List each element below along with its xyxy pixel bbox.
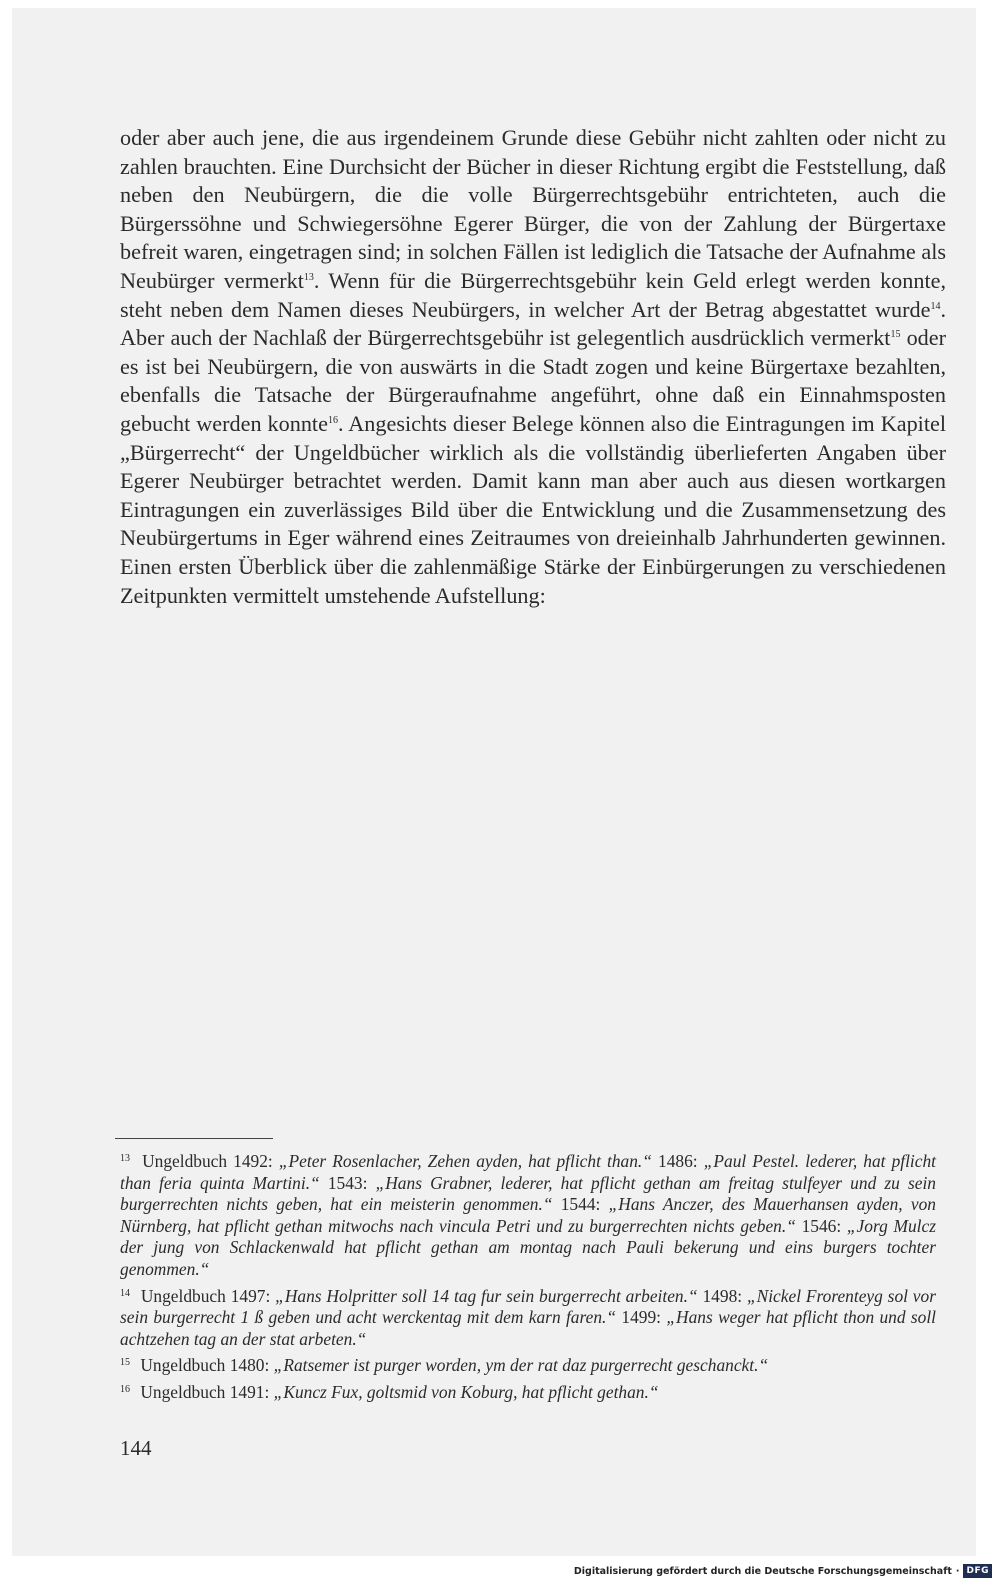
dfg-logo-icon: DFG	[963, 1564, 992, 1578]
footnote-quote: „Hans Grabner, lederer, hat pflicht gethan am freitag stulfeyer und zu sein burgerrechten nichts geben, hat ein meisterin genommen.“	[120, 1172, 936, 1215]
footnote-source: 1486:	[651, 1151, 704, 1171]
footnote-source: Ungeldbuch 1480:	[140, 1355, 274, 1376]
separator-dot: ·	[955, 1565, 960, 1577]
footnote-15	[120, 1352, 936, 1377]
footnote-source: Ungeldbuch 1492:	[142, 1151, 279, 1171]
footnote-source: Ungeldbuch 1497:	[140, 1285, 276, 1306]
scanned-page	[12, 8, 976, 1556]
footnote-quote: „Peter Rosenlacher, Zehen ayden, hat pflicht than.“	[278, 1151, 652, 1171]
footnotes	[120, 1148, 936, 1406]
footnote-quote: „Hans weger hat pflicht thon und soll achtzehen tag an der stat arbeten.“	[120, 1307, 937, 1349]
footnote-marker: 15	[890, 329, 901, 341]
footnote-separator	[115, 1138, 273, 1139]
footnote-quote: „Ratsemer ist purger worden, ym der rat daz purgerrecht geschanckt.“	[273, 1355, 769, 1376]
footnote-number: 13	[120, 1153, 130, 1164]
footnote-number: 16	[120, 1383, 130, 1395]
footnote-source: 1544:	[552, 1194, 609, 1215]
credit-text: Digitalisierung gefördert durch die Deutsche Forschungsgemeinschaft	[573, 1565, 952, 1577]
footnote-source: 1543:	[319, 1172, 376, 1193]
footnote-16	[120, 1379, 936, 1404]
page-number: 144	[120, 1436, 152, 1460]
footnote-marker: 16	[327, 414, 338, 426]
footnote-quote: „Hans Anczer, des Mauerhansen ayden, von Nürnberg, hat pflicht gethan mitwochs nach vincula Petri und zu burgerrechten nichts geben.“	[120, 1194, 936, 1236]
footnote-quote: „Kuncz Fux, goltsmid von Koburg, hat pflicht gethan.“	[273, 1381, 659, 1402]
footnote-source: 1498:	[697, 1285, 747, 1306]
footnote-source: 1499:	[616, 1307, 667, 1328]
footnote-quote: „Jorg Mulcz der jung von Schlackenwald hat pflicht gethan am montag nach Pauli bekerung und eins burgers tochter genommen.“	[120, 1215, 936, 1279]
footnote-source: 1546:	[795, 1215, 847, 1236]
footnote-marker: 13	[303, 271, 314, 283]
footnote-number: 15	[120, 1357, 130, 1369]
footnote-source: Ungeldbuch 1491:	[140, 1381, 274, 1402]
body-paragraph: oder aber auch jene, die aus irgendeinem Grunde diese Gebühr nicht zahlten oder nicht zu zahlen brauchten. Eine Durchsicht der Bücher in dieser Richtung ergibt die Feststellung, daß neben den Neubürgern, die die volle Bürgerrechtsgebühr entrichteten, auch die Bürgerssöhne und Schwiegersöhne Egerer Bürger, die von der Zahlung der Bürgertaxe befreit waren, eingetragen sind; in solchen Fällen ist lediglich die Tatsache der Aufnahme als Neubürger vermerkt$^{13}$. Wenn für die Bürgerrechtsgebühr kein Geld erlegt werden konnte, steht neben dem Namen dieses Neubürgers, in welcher Art der Betrag abgestattet wurde$^{14}$. Aber auch der Nachlaß der Bürgerrechtsgebühr ist gelegentlich ausdrücklich vermerkt$^{15}$ oder es ist bei Neubürgern, die von auswärts in die Stadt zogen und keine Bürgertaxe bezahlten, ebenfalls die Tatsache der Bürgeraufnahme angeführt, ohne daß ein Einnahmsposten gebucht werden konnte$^{16}$. Angesichts dieser Belege können also die Eintragungen im Kapitel „Bürgerrecht“ der Ungeldbücher wirklich als die vollständig überlieferten Angaben über Egerer Neubürger betrachtet werden. Damit kann man aber auch aus diesen wortkargen Eintragungen ein zuverlässiges Bild über die Entwicklung und die Zusammensetzung des Neubürgertums in Eger während eines Zeitraumes von dreieinhalb Jahrhunderten gewinnen. Einen ersten Überblick über die zahlenmäßige Stärke der Einbürgerungen zu verschiedenen Zeitpunkten vermittelt umstehende Aufstellung:	[120, 125, 947, 608]
footnote-quote: „Nickel Frorenteyg sol vor sein burgerrecht 1 ß geben und acht werckentag mit dem karn faren.“	[120, 1285, 936, 1328]
footnote-number: 14	[120, 1287, 130, 1299]
footnote-14	[120, 1283, 936, 1351]
digitization-credit	[574, 1564, 992, 1578]
footnote-quote: „Paul Pestel. lederer, hat pflicht than feria quinta Martini.“	[120, 1151, 937, 1193]
footnote-13	[120, 1148, 936, 1281]
footnote-marker: 14	[930, 300, 941, 312]
footnote-quote: „Hans Holpritter soll 14 tag fur sein burgerrecht arbeiten.“	[275, 1285, 698, 1306]
